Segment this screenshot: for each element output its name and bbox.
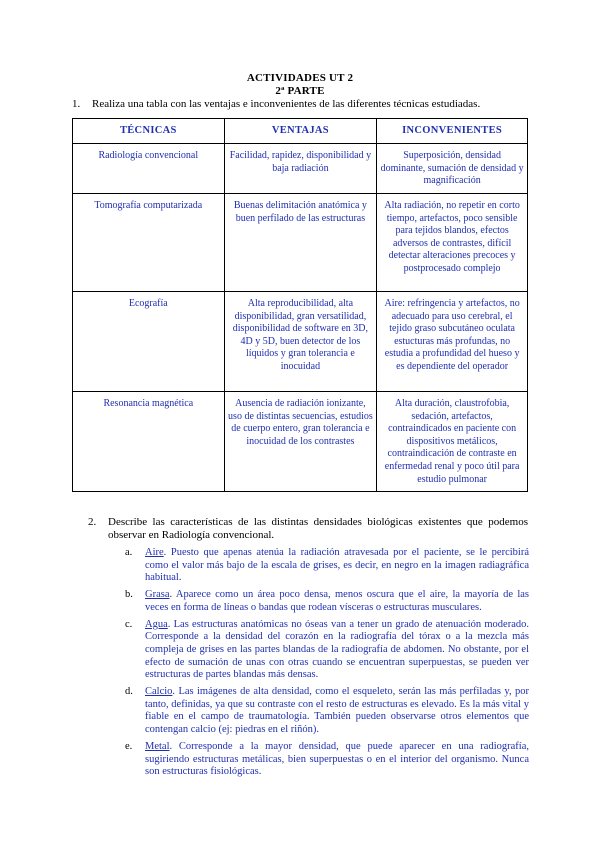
item-letter: b. [125, 589, 133, 601]
table-row [73, 144, 528, 194]
cell-tecnica: Radiología convencional [73, 144, 225, 194]
list-item [125, 618, 529, 683]
cell-inconvenientes: Aire: refringencia y artefactos, no adecuado para uso cerebral, el tejido graso subcutáneo oculata estucturas más profundas, no estudia a profundidad del hueso y es dependiente del operador [377, 292, 528, 392]
item-letter: c. [125, 618, 133, 630]
cell-ventajas: Ausencia de radiación ionizante, uso de distintas secuencias, estudios de cuerpo entero, gran tolerancia e inocuidad de los contrastes [224, 392, 377, 492]
question-1 [72, 98, 481, 110]
header-inconvenientes: INCONVENIENTES [377, 119, 528, 144]
item-text: . Las estructuras anatómicas no óseas van a tener un grado de atenuación moderado. Corresponde a la densidad del corazón en la radiografía del tórax o a la mezcla más compleja de grises en las partes blandas de la radiografía de abdomen. No obstante, por el efecto de sumación de unas con otras cuando se encuentran superpuestas, se pueden ver estructuras de partes blandas más densas. [145, 618, 529, 681]
item-letter: d. [125, 686, 133, 698]
header-ventajas: VENTAJAS [224, 119, 377, 144]
question-1-number: 1. [72, 98, 81, 110]
item-text: . Aparece como un área poco densa, menos oscura que el aire, la mayoría de las veces en forma de líneas o bandas que rodean vísceras o estructuras musculares. [145, 589, 529, 613]
table-row [73, 392, 528, 492]
item-text: . Las imágenes de alta densidad, como el esqueleto, serán las más perfiladas y, por tanto, definidas, ya que su contraste con el resto de estructuras es elevado. Es la más vital y fiable en el campo de traumatología. También pueden observarse otros elementos que contengan calcio (ej: piedras en el riñón). [145, 686, 529, 736]
question-2-text: Describe las características de las distintas densidades biológicas existentes que podemos observar en Radiología convencional. [108, 516, 528, 541]
cell-tecnica: Tomografía computarizada [73, 194, 225, 292]
page-subtitle: 2ª PARTE [275, 85, 325, 97]
cell-tecnica: Resonancia magnética [73, 392, 225, 492]
cell-ventajas: Alta reproducibilidad, alta disponibilidad, gran versatilidad, disponibilidad de software en 3D, 4D y 5D, buen detector de los líquidos y gran tolerancia e inocuidad [224, 292, 377, 392]
question-1-text: Realiza una tabla con las ventajas e inconvenientes de las diferentes técnicas estudiadas. [92, 98, 481, 110]
list-item [125, 547, 529, 585]
page-title: ACTIVIDADES UT 2 [246, 72, 354, 84]
item-term: Calcio [145, 686, 173, 698]
cell-inconvenientes: Alta duración, claustrofobia, sedación, artefactos, contraindicados en paciente con dispositivos metálicos, contraindicación de contraste en enfermedad renal y poco útil para estudio pulmonar [377, 392, 528, 492]
item-term: Agua [145, 618, 168, 630]
item-letter: a. [125, 547, 133, 558]
item-term: Metal [145, 740, 170, 752]
cell-ventajas: Facilidad, rapidez, disponibilidad y baja radiación [224, 144, 377, 194]
question-2-number: 2. [88, 516, 97, 528]
cell-inconvenientes: Alta radiación, no repetir en corto tiempo, artefactos, poco sensible para tejidos blandos, efectos adversos de contrastes, difícil detectar alteraciones precoces y postprocesado complejo [377, 194, 528, 292]
list-item [125, 740, 529, 779]
question-2 [88, 516, 528, 542]
list-item [125, 686, 529, 737]
cell-tecnica: Ecografía [73, 292, 225, 392]
cell-ventajas: Buenas delimitación anatómica y buen perfilado de las estructuras [224, 194, 377, 292]
cell-inconvenientes: Superposición, densidad dominante, sumación de densidad y magnificación [377, 144, 528, 194]
item-letter: e. [125, 740, 133, 752]
table-row [73, 292, 528, 392]
table-header-row [73, 119, 528, 144]
item-text: . Corresponde a la mayor densidad, que puede aparecer en una radiografía, sugiriendo estructuras metálicas, bien superpuestas o en el interior del organismo. Nunca son estructuras fisiológicas. [145, 740, 529, 778]
table-row [73, 194, 528, 292]
densities-list [125, 547, 529, 783]
list-item [125, 589, 529, 614]
header-tecnicas: TÉCNICAS [73, 119, 225, 144]
item-text: . Puesto que apenas atenúa la radiación atravesada por el paciente, se le percibirá como el valor más bajo de la escala de grises, es decir, en negro en la imagen radiagráfica habitual. [145, 547, 529, 584]
item-term: Grasa [145, 589, 170, 601]
techniques-table [72, 118, 528, 492]
item-term: Aire [145, 547, 164, 558]
